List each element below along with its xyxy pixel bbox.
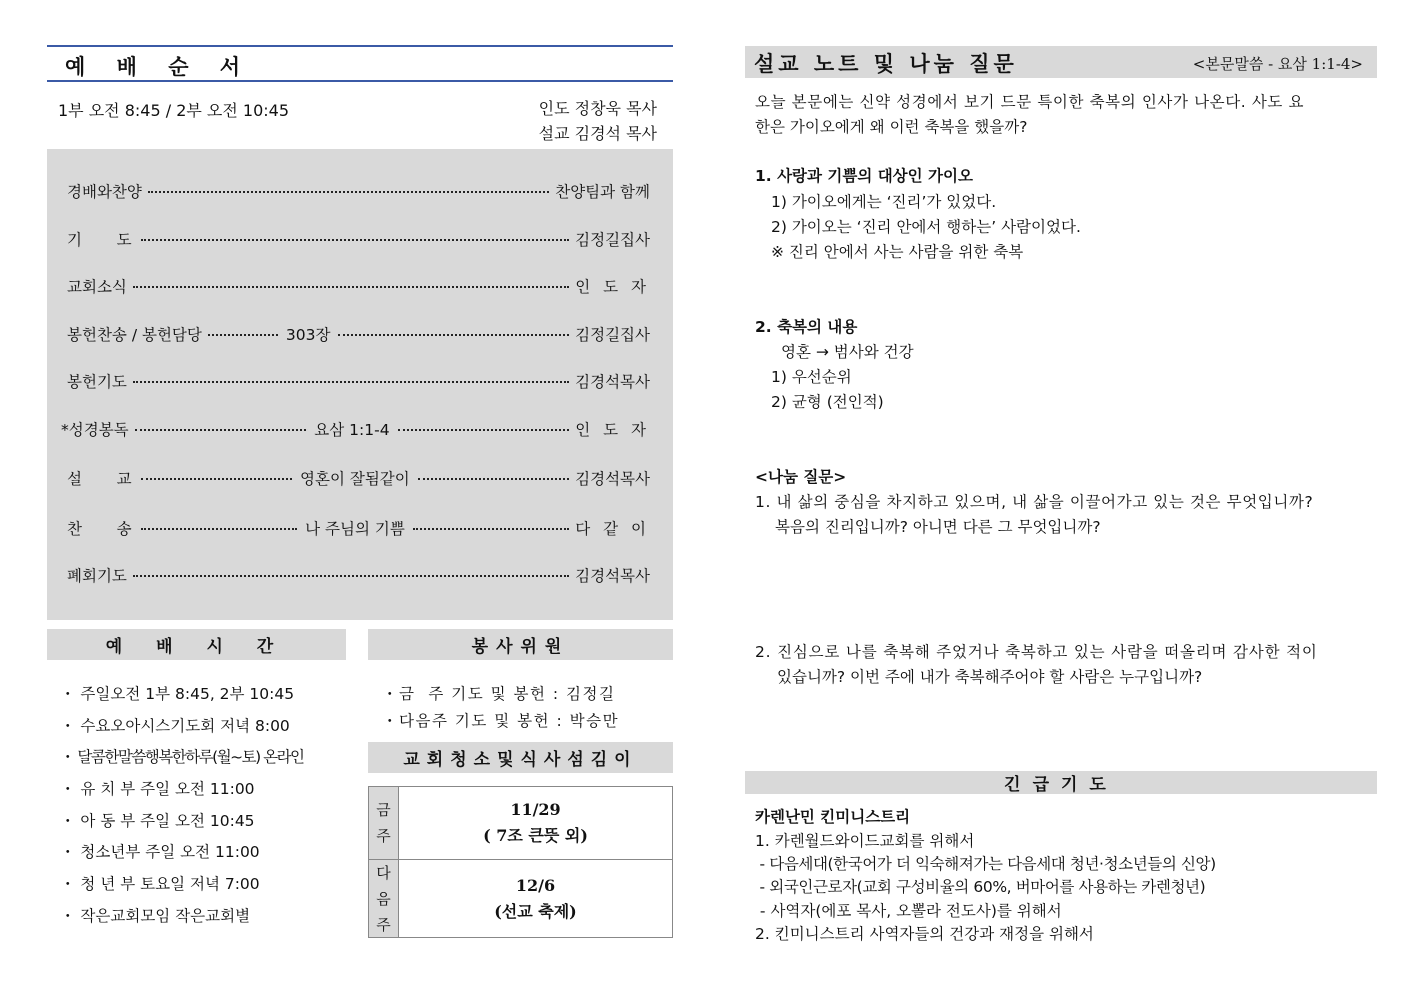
order-item-label: *성경봉독 (61, 421, 129, 439)
order-item (67, 515, 650, 541)
service-times-line: 1부 오전 8:45 / 2부 오전 10:45 (58, 101, 290, 120)
leaders (539, 96, 657, 146)
cleaning-detail: ( 7조 큰뜻 외) (483, 826, 588, 845)
order-item-label: 봉헌기도 (67, 373, 127, 391)
list-item: ・ 주일오전 1부 8:45, 2부 10:45 (60, 685, 295, 703)
prayer-line: 2. 킨미니스트리 사역자들의 건강과 재정을 위해서 (755, 925, 1094, 943)
order-item-middle: 303장 (285, 326, 331, 344)
order-item-middle: 요삼 1:1-4 (314, 421, 390, 439)
order-item-right: 찬양팀과 함께 (555, 183, 650, 201)
question-line: 있습니까? 이번 주에 내가 축복해주어야 할 사람은 누구입니까? (777, 668, 1203, 686)
question-line: 1. 내 삶의 중심을 차지하고 있으며, 내 삶을 이끌어가고 있는 것은 무엇입니까? (755, 493, 1314, 511)
point-item: ※ 진리 안에서 사는 사람을 위한 축복 (771, 243, 1024, 261)
list-item: ・금 주 기도 및 봉헌 : 김정길 (382, 685, 616, 703)
intro-line: 한은 가이오에게 왜 이런 축복을 했을까? (755, 118, 1028, 136)
list-item: ・다음주 기도 및 봉헌 : 박승만 (382, 712, 620, 730)
order-item-label: 교회소식 (67, 278, 127, 296)
list-item: ・ 달콤한말씀행복한하루(월~토) 온라인 (60, 748, 304, 766)
order-item-right: 김정길집사 (575, 326, 650, 344)
cleaning-table (368, 786, 673, 938)
order-item-middle: 나 주님의 기쁨 (305, 520, 405, 538)
list-item: ・ 청소년부 주일 오전 11:00 (60, 843, 260, 861)
order-item (67, 226, 650, 252)
service-times-header: 예 배 시 간 (47, 629, 346, 660)
order-item (67, 562, 650, 588)
order-item (67, 273, 650, 299)
preacher-line: 설교 김경석 목사 (538, 124, 657, 143)
order-item-middle: 영혼이 잘됨같이 (300, 470, 410, 488)
list-item: ・ 아 동 부 주일 오전 10:45 (60, 812, 255, 830)
order-item-label: 찬 송 (67, 520, 135, 538)
urgent-prayer-header: 긴급기도 (745, 771, 1377, 794)
point-item: 2) 균형 (전인적) (771, 393, 884, 411)
urgent-prayer-subtitle: 카렌난민 킨미니스트리 (755, 808, 911, 826)
sermon-notes-header (745, 46, 1377, 78)
scripture-reference: <본문말씀 - 요삼 1:1-4> (1192, 55, 1363, 73)
questions-title: <나눔 질문> (755, 468, 847, 486)
point-title: 1. 사랑과 기쁨의 대상인 가이오 (755, 167, 973, 185)
cleaning-detail: (선교 축제) (494, 901, 577, 921)
cleaning-date: 12/6 (515, 875, 556, 895)
table-row (399, 787, 672, 859)
question-line: 복음의 진리입니까? 아니면 다른 그 무엇입니까? (775, 518, 1101, 536)
prayer-line: - 사역자(에포 목사, 오뽈라 전도사)를 위해서 (755, 902, 1062, 920)
order-item-right: 다 같 이 (575, 520, 651, 538)
point-item: 1) 가이오에게는 ‘진리’가 있었다. (771, 193, 997, 211)
point-item: 1) 우선순위 (771, 368, 852, 386)
table-row (399, 860, 672, 937)
order-item-right: 인 도 자 (575, 278, 650, 296)
sermon-notes-title: 설교 노트 및 나눔 질문 (754, 52, 1018, 76)
order-item-right: 김경석목사 (575, 567, 650, 585)
order-item-right: 김경석목사 (575, 373, 650, 391)
worship-order-list (47, 149, 673, 620)
list-item: ・ 작은교회모임 작은교회별 (60, 907, 251, 925)
order-item-label: 설 교 (67, 470, 135, 488)
order-item (67, 465, 650, 491)
order-item-label: 경배와찬양 (67, 183, 142, 201)
prayer-line: - 다음세대(한국어가 더 익숙해져가는 다음세대 청년·청소년들의 신앙) (755, 855, 1216, 873)
week-label: 금 주 (369, 787, 399, 859)
prayer-line: 1. 카렌월드와이드교회를 위해서 (755, 832, 975, 850)
order-item (67, 321, 650, 347)
worship-order-title: 예 배 순 서 (65, 55, 253, 79)
order-item-label: 기 도 (67, 231, 135, 249)
order-item-right: 김경석목사 (575, 470, 650, 488)
point-item: 2) 가이오는 ‘진리 안에서 행하는’ 사람이었다. (771, 218, 1081, 236)
order-item (67, 368, 650, 394)
leader-line: 인도 정창욱 목사 (538, 99, 657, 118)
list-item: ・ 수요오아시스기도회 저녁 8:00 (60, 717, 290, 735)
volunteers-header: 봉사위원 (368, 629, 673, 660)
order-item (61, 416, 650, 442)
list-item: ・ 유 치 부 주일 오전 11:00 (60, 780, 255, 798)
worship-order-header (47, 45, 673, 82)
week-label: 다 음 주 (369, 860, 399, 937)
intro-line: 오늘 본문에는 신약 성경에서 보기 드문 특이한 축복의 인사가 나온다. 사도 요 (755, 93, 1305, 111)
point-item: 영혼 → 범사와 건강 (781, 343, 914, 361)
question-line: 2. 진심으로 나를 축복해 주었거나 축복하고 있는 사람을 떠올리며 감사한 적이 (755, 643, 1318, 661)
order-item-label: 봉헌찬송 / 봉헌담당 (67, 326, 202, 344)
cleaning-date: 11/29 (510, 800, 561, 819)
list-item: ・ 청 년 부 토요일 저녁 7:00 (60, 875, 260, 893)
prayer-line: - 외국인근로자(교회 구성비율의 60%, 버마어를 사용하는 카렌청년) (755, 878, 1206, 896)
order-item (67, 178, 650, 204)
order-item-right: 인 도 자 (575, 421, 650, 439)
order-item-label: 폐회기도 (67, 567, 127, 585)
order-item-right: 김정길집사 (575, 231, 650, 249)
cleaning-header: 교회청소및식사섬김이 (368, 742, 673, 773)
point-title: 2. 축복의 내용 (755, 318, 858, 336)
